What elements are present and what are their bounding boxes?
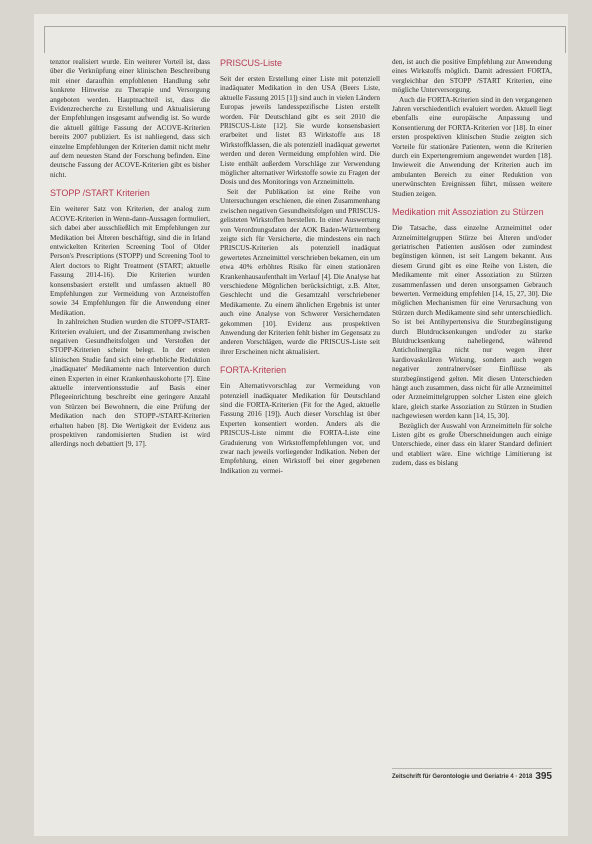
column-left <box>50 58 210 450</box>
paragraph: Bezüglich der Auswahl von Arzneimitteln für solche Listen gibt es große Überschneidungen auch einige Unterschiede, einer dass ein klarer Standard definiert und etabliert wäre. Eine wichtige Limitierung ist zudem, dass es bislang <box>392 421 552 468</box>
section-heading-stuerze: Medikation mit Assoziation zu Stürzen <box>392 207 544 218</box>
paragraph: Ein weiterer Satz von Kriterien, der analog zum ACOVE-Kriterien in Wenn-dann-Aussagen formuliert, sich dabei aber ausschließlich mit Empfehlungen zur Medikation bei Älteren beschäftigt, sind die in Irland entwickelten Kriterien Screening Tool of Older Person's Prescriptions (STOPP) und Screening Tool to Alert doctors to Right Treatment (START; aktuelle Fassung 2014-16). Die Kriterien wurden konsensbasiert erstellt und umfassen aktuell 80 Empfehlungen zur Vermeidung von Arzneistoffen sowie 34 Empfehlungen für die Anwendung einer Medikation. <box>50 205 210 317</box>
section-heading-forta: FORTA-Kriterien <box>220 365 287 376</box>
journal-name: Zeitschrift für Gerontologie und Geriatrie 4 · 2018 <box>392 773 533 780</box>
page-number: 395 <box>535 771 552 782</box>
header-rule <box>44 26 566 53</box>
section-heading-stopp-start: STOPP /START Kriterien <box>50 188 150 199</box>
paragraph: Die Tatsache, dass einzelne Arzneimittel oder Arzneimittelgruppen Stürze bei Älteren und/oder geriatrischen Patienten auslösen oder zumindest begünstigen können, ist seit Langem bekannt. Aus diesem Grund gibt es eine Reihe von Listen, die Medikamente mit einer Assoziation zu Stürzen zusammenfassen und deren unsorgsamen Gebrauch bewerten. Vermeidung empfehlen [14, 15, 27, 30]. Die möglichen Mechanismen für eine Verursachung von Stürzen durch Medikamente sind sehr unterschiedlich. So ist bei Antihypertensiva die Sturzbegünstigung durch Blutdrucksenkungen und/oder zu starke Blutdrucksenkung naheliegend, während Anticholinergika nicht nur wegen ihrer kardiovaskulären Wirkung, sondern auch wegen negativer zentralnervöser Einflüsse als sturzbegünstigend gelten. Mit diesen Unterschieden hängt auch zusammen, dass nicht für alle Arzneimittel oder Arzneimittelgruppen solcher Listen eine gleich klare, gleich starke Assoziation zu Stürzen in Studien nachgewiesen werden kann [14, 15, 30]. <box>392 224 552 421</box>
paragraph: tenztor realisiert wurde. Ein weiterer Vorteil ist, dass über die Verknüpfung einer klinischen Beschreibung mit einer daraufhin empfohlenen Handlung sehr konkrete Hinweise zu Therapie und Versorgung angeboten werden. Hauptnachteil ist, dass die Evidenzrecherche zu Erstellung und Aktualisierung der Empfehlungen insgesamt aufwendig ist. So wurde die aktuell gültige Fassung der ACOVE-Kriterien bereits 2007 publiziert. Es ist nahliegend, dass sich einzelne Empfehlungen der Kriterien damit nicht mehr auf dem neuesten Stand der Forschung befinden. Eine deutsche Fassung der ACOVE-Kriterien gibt es bisher nicht. <box>50 58 210 179</box>
page-footer <box>392 768 552 782</box>
paragraph: In zahlreichen Studien wurden die STOPP-/START-Kriterien evaluiert, und der Zusammenhang zwischen negativen Gesundheitsfolgen und Verstoßen der STOPP-Kriterien scheint belegt. In der ersten klinischen Studie fand sich eine erhebliche Reduktion ‚inadäquater' Medikamente nach Intervention durch einen Experten in einer Krankenhauskohorte [7]. Eine aktuelle interventionsstudie auf Basis einer Pflegeeinrichtung beschreibt eine geringere Anzahl von Stürzen bei Bewohnern, die eine Prüfung der Medikation nach den STOPP-/START-Kriterien erhalten haben [8]. Die Wertigkeit der Evidenz aus prospektiven randomisierten Studien ist wird allerdings noch debattiert [9, 17]. <box>50 318 210 449</box>
paragraph: Auch die FORTA-Kriterien sind in den vergangenen Jahren verschiedentlich evaluiert worden. Aktuell liegt ebenfalls eine europäische Anpassung und Konsentierung der FORTA-Kriterien vor [18]. In einer ersten prospektiven klinischen Studie zeigten sich Vorteile für stationäre Patienten, wenn die Kriterien durch ein Expertengremium angewendet wurden [18]. Inwieweit die Anwendung der Kriterien auch im ambulanten Bereich zu einer Reduktion von unerwünschten Ereignissen führt, müssen weitere Studien zeigen. <box>392 95 552 198</box>
section-heading-priscus: PRISCUS-Liste <box>220 58 283 68</box>
paragraph: Ein Alternativvorschlag zur Vermeidung von potenziell inadäquater Medikation für Deutschland sind die FORTA-Kriterien (Fit for the Aged, aktuelle Fassung 2016 [19]). Auch dieser Vorschlag ist über Experten konsentiert worden. Anders als die PRISCUS-Liste nimmt die FORTA-Liste eine Graduierung von Wirkstoffempfehlungen vor, und zwar nach jeweils vorliegender Indikation. Neben der Empfehlung, einen Wirkstoff bei einer gegebenen Indikation zu vermei- <box>220 382 380 475</box>
column-middle <box>220 58 380 476</box>
column-right <box>392 58 552 469</box>
paragraph: den, ist auch die positive Empfehlung zur Anwendung eines Wirkstoffs möglich. Damit adressiert FORTA, vergleichbar den STOPP /START Kriterien, eine mögliche Unterversorgung. <box>392 58 552 95</box>
paragraph: Seit der ersten Erstellung einer Liste mit potenziell inadäquater Medikation in den USA (Beers Liste, aktuelle Fassung 2015 [1]) sind auch in vielen Ländern Europas jeweils landesspezifische Listen erstellt worden. Für Deutschland gibt es seit 2010 die PRISCUS-Liste [12]. Sie wurde konsensbasiert erarbeitet und listet 83 Wirkstoffe aus 18 Wirkstoffklassen, die als potenziell inadäquat gewertet werden und deren Vermeidung empfohlen wird. Die Liste enthält außerdem Vorschläge zur Verwendung möglicher alternativer Wirkstoffe sowie zu Fragen der Dosis und des Monitorings von Arzneimitteln. <box>220 75 380 187</box>
paragraph: Seit der Publikation ist eine Reihe von Untersuchungen erschienen, die einen Zusammenhang zwischen negativen Gesundheitsfolgen und PRISCUS-gelisteten Wirkstoffen herstellen. In einer Auswertung von Verordnungsdaten der AOK Baden-Württemberg zeigte sich für Versicherte, die mindestens ein nach PRISCUS-Kriterien als potenziell inadäquat gewertetes Arzneimittel verschrieben bekamen, ein um etwa 40% erhöhtes Risiko für einen stationären Krankenhausaufenthalt im Verlauf [4]. Die Analyse hat verschiedene Mögnlichen berücksichtigt, z.B. Alter, Geschlecht und die Gesamtzahl verschriebener Medikamente. Zu einem ähnlichen Ergebnis ist unter auch eine Analyse von Schwerer Versicherndaten gekommen [10]. Evidenz aus prospektiven Anwendung der Kriterien fehlt bisher im Gegensatz zu anderen Vorschlägen, wurde die PRISCUS-Liste seit ihrer Erscheinen nicht aktualisiert. <box>220 187 380 356</box>
